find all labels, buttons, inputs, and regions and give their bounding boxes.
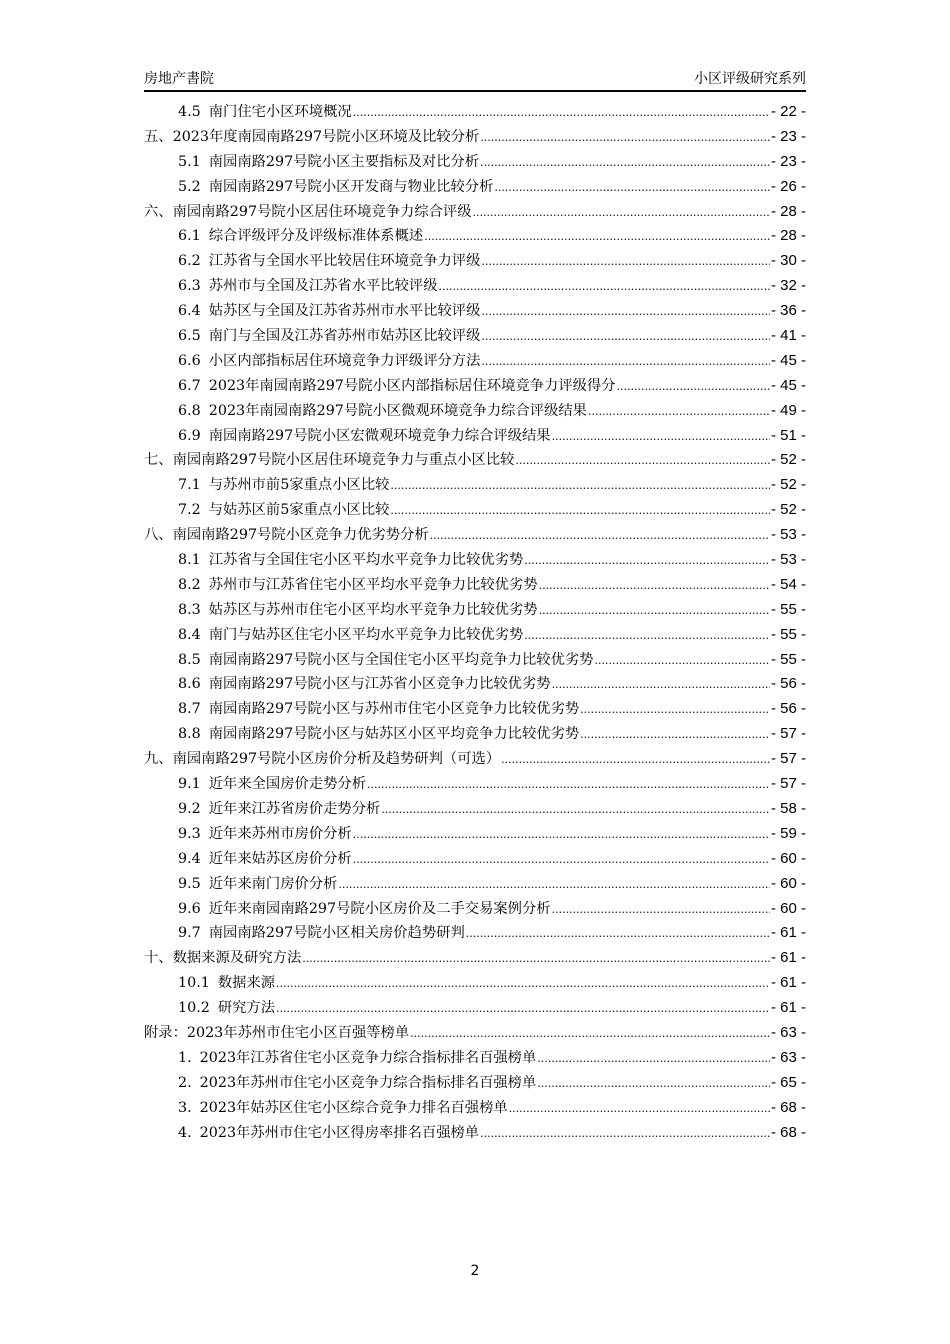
toc-section-entry[interactable] bbox=[144, 299, 806, 324]
toc-section-entry[interactable] bbox=[144, 872, 806, 897]
toc-entry-page: - 68 - bbox=[770, 1123, 806, 1141]
toc-section-entry[interactable] bbox=[144, 1096, 806, 1121]
toc-section-entry[interactable] bbox=[144, 822, 806, 847]
page-number: 2 bbox=[470, 1263, 480, 1279]
toc-entry-number: 6.3 bbox=[178, 278, 201, 295]
toc-entry-page: - 41 - bbox=[770, 327, 806, 345]
toc-entry-number: 9.5 bbox=[178, 875, 201, 892]
toc-entry-page: - 23 - bbox=[770, 152, 806, 170]
toc-entry-title: 苏州市与江苏省住宅小区平均水平竞争力比较优劣势 bbox=[208, 576, 538, 593]
toc-chapter-entry[interactable] bbox=[144, 747, 806, 772]
toc-entry-number: 6.4 bbox=[178, 303, 201, 320]
toc-dot-leader bbox=[338, 872, 770, 898]
toc-dot-leader bbox=[353, 100, 770, 126]
toc-entry-title: 数据来源 bbox=[217, 975, 276, 992]
toc-entry-number: 9.7 bbox=[178, 925, 201, 942]
toc-entry-page: - 61 - bbox=[770, 924, 806, 942]
toc-chapter-entry[interactable] bbox=[144, 1021, 806, 1046]
toc-entry-number: 8.3 bbox=[178, 601, 201, 618]
toc-chapter-entry[interactable] bbox=[144, 448, 806, 473]
toc-section-entry[interactable] bbox=[144, 722, 806, 747]
toc-dot-leader bbox=[480, 125, 770, 151]
toc-entry-page: - 45 - bbox=[770, 351, 806, 369]
toc-entry-page: - 23 - bbox=[770, 127, 806, 145]
toc-dot-leader bbox=[481, 349, 770, 375]
toc-section-entry[interactable] bbox=[144, 498, 806, 523]
toc-section-entry[interactable] bbox=[144, 921, 806, 946]
header-publisher: 房地产書院 bbox=[144, 71, 214, 87]
toc-entry-page: - 52 - bbox=[770, 451, 806, 469]
toc-section-entry[interactable] bbox=[144, 1121, 806, 1146]
toc-section-entry[interactable] bbox=[144, 473, 806, 498]
toc-entry-page: - 57 - bbox=[770, 725, 806, 743]
toc-entry-page: - 61 - bbox=[770, 974, 806, 992]
toc-entry-page: - 54 - bbox=[770, 575, 806, 593]
toc-entry-number: 6.1 bbox=[178, 228, 201, 245]
toc-entry-number: 六、 bbox=[144, 203, 173, 220]
toc-entry-title: 南园南路297号院小区居住环境竞争力综合评级 bbox=[172, 203, 472, 220]
toc-dot-leader bbox=[552, 424, 770, 450]
toc-entry-number: 9.1 bbox=[178, 776, 201, 793]
toc-chapter-entry[interactable] bbox=[144, 125, 806, 150]
toc-entry-number: 1. bbox=[178, 1049, 192, 1066]
toc-entry-title: 南门住宅小区环境概况 bbox=[208, 104, 352, 120]
toc-entry-title: 近年来全国房价走势分析 bbox=[208, 776, 367, 793]
toc-dot-leader bbox=[494, 175, 770, 201]
toc-dot-leader bbox=[524, 548, 770, 574]
toc-entry-page: - 60 - bbox=[770, 899, 806, 917]
toc-dot-leader bbox=[276, 971, 770, 997]
toc-entry-page: - 51 - bbox=[770, 426, 806, 444]
toc-section-entry[interactable] bbox=[144, 971, 806, 996]
toc-entry-number: 10.1 bbox=[178, 975, 210, 992]
toc-entry-title: 2023年南园南路297号院小区内部指标居住环境竞争力评级得分 bbox=[208, 377, 616, 394]
toc-entry-number: 6.7 bbox=[178, 377, 201, 394]
toc-entry-page: - 63 - bbox=[770, 1048, 806, 1066]
toc-dot-leader bbox=[430, 523, 770, 549]
toc-dot-leader bbox=[580, 722, 770, 748]
toc-entry-title: 姑苏区与全国及江苏省苏州市水平比较评级 bbox=[208, 303, 481, 320]
toc-dot-leader bbox=[473, 200, 770, 226]
toc-entry-page: - 59 - bbox=[770, 824, 806, 842]
toc-entry-page: - 58 - bbox=[770, 799, 806, 817]
toc-dot-leader bbox=[537, 1071, 770, 1097]
toc-dot-leader bbox=[424, 224, 770, 250]
toc-section-entry[interactable] bbox=[144, 175, 806, 200]
toc-dot-leader bbox=[552, 672, 770, 698]
toc-dot-leader bbox=[367, 772, 770, 798]
toc-section-entry[interactable] bbox=[144, 374, 806, 399]
toc-dot-leader bbox=[524, 623, 770, 649]
toc-section-entry[interactable] bbox=[144, 996, 806, 1021]
toc-entry-title: 南园南路297号院小区房价分析及趋势研判（可选） bbox=[172, 751, 501, 768]
toc-entry-title: 2023年度南园南路297号院小区环境及比较分析 bbox=[172, 128, 480, 145]
toc-dot-leader bbox=[617, 374, 770, 400]
toc-entry-title: 2023年江苏省住宅小区竞争力综合指标排名百强榜单 bbox=[199, 1049, 537, 1066]
toc-entry-page: - 36 - bbox=[770, 302, 806, 320]
toc-entry-number: 5.2 bbox=[178, 178, 201, 195]
toc-entry-title: 南园南路297号院小区相关房价趋势研判 bbox=[208, 925, 465, 942]
toc-entry-page: - 28 - bbox=[770, 202, 806, 220]
toc-dot-leader bbox=[353, 822, 770, 848]
toc-entry-number: 八、 bbox=[144, 527, 173, 544]
toc-section-entry[interactable] bbox=[144, 224, 806, 249]
toc-dot-leader bbox=[480, 1121, 770, 1147]
toc-dot-leader bbox=[509, 1096, 770, 1122]
toc-entry-page: - 55 - bbox=[770, 600, 806, 618]
toc-entry-number: 附录： bbox=[144, 1024, 187, 1041]
toc-entry-title: 数据来源及研究方法 bbox=[172, 950, 302, 967]
toc-entry-number: 7.2 bbox=[178, 502, 201, 519]
toc-section-entry[interactable] bbox=[144, 573, 806, 598]
toc-entry-page: - 60 - bbox=[770, 874, 806, 892]
toc-entry-number: 6.5 bbox=[178, 328, 201, 345]
toc-dot-leader bbox=[552, 897, 770, 923]
toc-entry-title: 2023年苏州市住宅小区得房率排名百强榜单 bbox=[199, 1124, 480, 1141]
toc-entry-title: 近年来南门房价分析 bbox=[208, 875, 338, 892]
toc-entry-title: 近年来姑苏区房价分析 bbox=[208, 850, 352, 867]
toc-entry-number: 9.3 bbox=[178, 825, 201, 842]
toc-dot-leader bbox=[539, 573, 770, 599]
toc-entry-title: 南园南路297号院小区与江苏省小区竞争力比较优劣势 bbox=[208, 676, 551, 693]
toc-entry-title: 近年来南园南路297号院小区房价及二手交易案例分析 bbox=[208, 900, 551, 917]
toc-entry-title: 姑苏区与苏州市住宅小区平均水平竞争力比较优劣势 bbox=[208, 601, 538, 618]
toc-section-entry[interactable] bbox=[144, 598, 806, 623]
toc-section-entry[interactable] bbox=[144, 150, 806, 175]
toc-entry-page: - 57 - bbox=[770, 750, 806, 768]
header-series: 小区评级研究系列 bbox=[694, 71, 806, 87]
toc-entry-title: 与苏州市前5家重点小区比较 bbox=[208, 477, 390, 494]
toc-entry-page: - 26 - bbox=[770, 177, 806, 195]
toc-entry-number: 8.7 bbox=[178, 701, 201, 718]
toc-section-entry[interactable] bbox=[144, 100, 806, 125]
toc-dot-leader bbox=[466, 921, 770, 947]
toc-entry-page: - 56 - bbox=[770, 675, 806, 693]
toc-entry-page: - 53 - bbox=[770, 551, 806, 569]
toc-entry-page: - 55 - bbox=[770, 625, 806, 643]
toc-entry-page: - 52 - bbox=[770, 501, 806, 519]
toc-entry-title: 研究方法 bbox=[217, 1000, 276, 1017]
toc-dot-leader bbox=[481, 249, 770, 275]
toc-dot-leader bbox=[594, 648, 770, 674]
toc-section-entry[interactable] bbox=[144, 274, 806, 299]
toc-entry-number: 9.4 bbox=[178, 850, 201, 867]
toc-section-entry[interactable] bbox=[144, 772, 806, 797]
toc-entry-number: 6.2 bbox=[178, 253, 201, 270]
toc-entry-number: 7.1 bbox=[178, 477, 201, 494]
toc-entry-page: - 30 - bbox=[770, 252, 806, 270]
toc-entry-number: 4. bbox=[178, 1124, 192, 1141]
toc-dot-leader bbox=[580, 697, 770, 723]
toc-section-entry[interactable] bbox=[144, 424, 806, 449]
toc-entry-page: - 68 - bbox=[770, 1098, 806, 1116]
toc-entry-title: 2023年南园南路297号院小区微观环境竞争力综合评级结果 bbox=[208, 402, 587, 419]
toc-entry-title: 与姑苏区前5家重点小区比较 bbox=[208, 502, 390, 519]
toc-entry-number: 十、 bbox=[144, 950, 173, 967]
toc-dot-leader bbox=[480, 150, 770, 176]
toc-section-entry[interactable] bbox=[144, 324, 806, 349]
toc-entry-title: 江苏省与全国住宅小区平均水平竞争力比较优劣势 bbox=[208, 552, 524, 569]
toc-entry-title: 苏州市与全国及江苏省水平比较评级 bbox=[208, 278, 438, 295]
toc-dot-leader bbox=[302, 946, 770, 972]
toc-dot-leader bbox=[501, 747, 770, 773]
toc-entry-title: 南园南路297号院小区主要指标及对比分析 bbox=[208, 153, 480, 170]
toc-entry-title: 2023年姑苏区住宅小区综合竞争力排名百强榜单 bbox=[199, 1099, 508, 1116]
toc-dot-leader bbox=[381, 797, 770, 823]
toc-entry-number: 8.1 bbox=[178, 552, 201, 569]
toc-dot-leader bbox=[390, 473, 770, 499]
toc-entry-title: 南园南路297号院小区竞争力优劣势分析 bbox=[172, 527, 429, 544]
toc-section-entry[interactable] bbox=[144, 623, 806, 648]
toc-entry-number: 3. bbox=[178, 1099, 192, 1116]
toc-dot-leader bbox=[390, 498, 770, 524]
toc-section-entry[interactable] bbox=[144, 349, 806, 374]
toc-entry-title: 南园南路297号院小区开发商与物业比较分析 bbox=[208, 178, 494, 195]
toc-entry-number: 五、 bbox=[144, 128, 173, 145]
toc-section-entry[interactable] bbox=[144, 672, 806, 697]
toc-entry-page: - 55 - bbox=[770, 650, 806, 668]
toc-section-entry[interactable] bbox=[144, 399, 806, 424]
toc-entry-page: - 57 - bbox=[770, 775, 806, 793]
table-of-contents bbox=[144, 100, 806, 1145]
toc-dot-leader bbox=[353, 847, 770, 873]
toc-entry-number: 8.6 bbox=[178, 676, 201, 693]
toc-entry-number: 9.2 bbox=[178, 800, 201, 817]
toc-chapter-entry[interactable] bbox=[144, 523, 806, 548]
toc-entry-number: 8.2 bbox=[178, 576, 201, 593]
toc-entry-title: 南园南路297号院小区与苏州市住宅小区竞争力比较优劣势 bbox=[208, 701, 580, 718]
toc-entry-page: - 61 - bbox=[770, 949, 806, 967]
toc-entry-page: - 52 - bbox=[770, 476, 806, 494]
toc-entry-title: 2023年苏州市住宅小区竞争力综合指标排名百强榜单 bbox=[199, 1074, 537, 1091]
toc-entry-title: 综合评级评分及评级标准体系概述 bbox=[208, 228, 424, 245]
toc-entry-title: 南门与姑苏区住宅小区平均水平竞争力比较优劣势 bbox=[208, 626, 524, 643]
toc-entry-number: 七、 bbox=[144, 452, 173, 469]
toc-entry-number: 2. bbox=[178, 1074, 192, 1091]
toc-section-entry[interactable] bbox=[144, 697, 806, 722]
toc-section-entry[interactable] bbox=[144, 797, 806, 822]
toc-entry-number: 8.4 bbox=[178, 626, 201, 643]
toc-entry-number: 8.8 bbox=[178, 726, 201, 743]
toc-entry-page: - 61 - bbox=[770, 999, 806, 1017]
toc-dot-leader bbox=[439, 274, 770, 300]
toc-entry-page: - 53 - bbox=[770, 526, 806, 544]
toc-entry-number: 6.8 bbox=[178, 402, 201, 419]
toc-entry-number: 10.2 bbox=[178, 1000, 210, 1017]
toc-entry-title: 近年来苏州市房价分析 bbox=[208, 825, 352, 842]
toc-entry-number: 9.6 bbox=[178, 900, 201, 917]
toc-entry-page: - 56 - bbox=[770, 700, 806, 718]
toc-entry-title: 江苏省与全国水平比较居住环境竞争力评级 bbox=[208, 253, 481, 270]
toc-entry-page: - 32 - bbox=[770, 277, 806, 295]
toc-section-entry[interactable] bbox=[144, 648, 806, 673]
toc-dot-leader bbox=[539, 598, 770, 624]
toc-entry-title: 南园南路297号院小区宏微观环境竞争力综合评级结果 bbox=[208, 427, 551, 444]
toc-entry-page: - 49 - bbox=[770, 401, 806, 419]
toc-entry-title: 近年来江苏省房价走势分析 bbox=[208, 800, 381, 817]
toc-entry-number: 6.9 bbox=[178, 427, 201, 444]
toc-entry-number: 8.5 bbox=[178, 651, 201, 668]
toc-section-entry[interactable] bbox=[144, 1071, 806, 1096]
toc-entry-title: 南门与全国及江苏省苏州市姑苏区比较评级 bbox=[208, 328, 481, 345]
toc-entry-title: 南园南路297号院小区居住环境竞争力与重点小区比较 bbox=[172, 452, 515, 469]
toc-chapter-entry[interactable] bbox=[144, 946, 806, 971]
toc-dot-leader bbox=[588, 399, 770, 425]
toc-entry-title: 南园南路297号院小区与全国住宅小区平均竞争力比较优劣势 bbox=[208, 651, 594, 668]
toc-entry-page: - 22 - bbox=[770, 103, 806, 120]
toc-entry-page: - 28 - bbox=[770, 227, 806, 245]
toc-entry-title: 2023年苏州市住宅小区百强等榜单 bbox=[186, 1024, 410, 1041]
toc-entry-page: - 65 - bbox=[770, 1073, 806, 1091]
toc-entry-number: 5.1 bbox=[178, 153, 201, 170]
toc-section-entry[interactable] bbox=[144, 548, 806, 573]
toc-entry-number: 九、 bbox=[144, 751, 173, 768]
toc-dot-leader bbox=[481, 324, 770, 350]
toc-entry-number: 6.6 bbox=[178, 352, 201, 369]
toc-chapter-entry[interactable] bbox=[144, 200, 806, 225]
toc-section-entry[interactable] bbox=[144, 847, 806, 872]
toc-dot-leader bbox=[481, 299, 770, 325]
toc-dot-leader bbox=[276, 996, 770, 1022]
toc-dot-leader bbox=[410, 1021, 770, 1047]
page-header bbox=[144, 66, 806, 92]
toc-entry-title: 小区内部指标居住环境竞争力评级评分方法 bbox=[208, 352, 481, 369]
toc-section-entry[interactable] bbox=[144, 249, 806, 274]
toc-dot-leader bbox=[515, 448, 770, 474]
toc-entry-number: 4.5 bbox=[178, 104, 201, 120]
toc-entry-page: - 63 - bbox=[770, 1023, 806, 1041]
toc-dot-leader bbox=[537, 1046, 770, 1072]
toc-entry-page: - 60 - bbox=[770, 849, 806, 867]
toc-entry-page: - 45 - bbox=[770, 376, 806, 394]
toc-section-entry[interactable] bbox=[144, 1046, 806, 1071]
toc-entry-title: 南园南路297号院小区与姑苏区小区平均竞争力比较优劣势 bbox=[208, 726, 580, 743]
toc-section-entry[interactable] bbox=[144, 897, 806, 922]
